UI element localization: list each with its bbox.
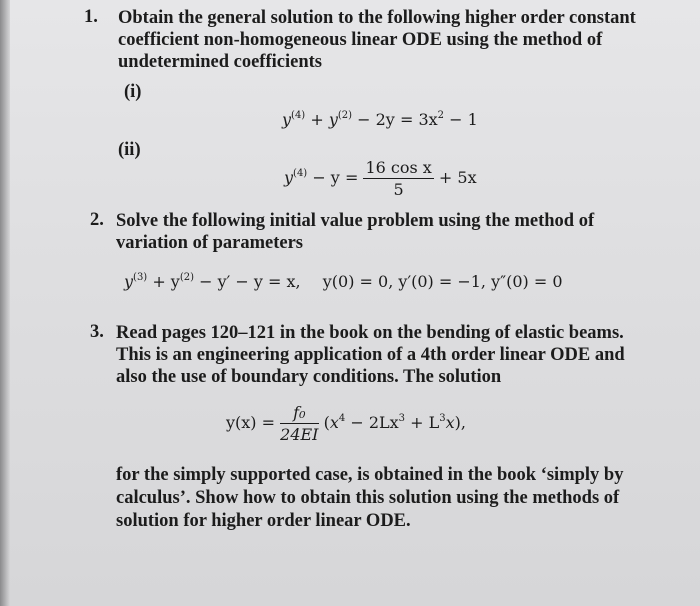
problem-1-number: 1.: [84, 7, 98, 27]
problem-1-line-3: undetermined coefficients: [118, 52, 322, 72]
problem-3-after-line-2: calculus’. Show how to obtain this solution using the methods of: [116, 488, 620, 508]
problem-3-line-3: also the use of boundary conditions. The solution: [116, 367, 502, 387]
problem-1-line-2: coefficient non-homogeneous linear ODE using the method of: [118, 30, 603, 50]
problem-1-line-1: Obtain the general solution to the following higher order constant: [118, 8, 636, 28]
problem-3-line-1: Read pages 120–121 in the book on the bending of elastic beams.: [116, 323, 624, 343]
problem-2-line-1: Solve the following initial value problem using the method of: [116, 211, 595, 231]
fraction-16cos-over-5: $\frac{\text{16 cos x}}{5}$: [365, 158, 432, 199]
part-ii-label: (ii): [118, 140, 141, 160]
equation-1-ii: $y^{(4)} - y$ = $\frac{\text{16 cos x}}{5}$ + 5x: [284, 158, 477, 199]
fraction-f0-over-24EI: $\frac{\text{f₀}}{24EI}$: [280, 403, 319, 444]
part-i-label: (i): [124, 82, 142, 102]
equation-3-beam-deflection: y(x) = $\frac{\text{f₀}}{24EI}$ $(x^4 - 2Lx^3 + L^3x)$,: [226, 403, 466, 444]
problem-3-after-line-1: for the simply supported case, is obtained in the book ‘simply by: [116, 465, 624, 485]
problem-2-line-2: variation of parameters: [116, 233, 304, 253]
page-edge-shadow: [0, 0, 10, 606]
problem-2-number: 2.: [90, 210, 104, 230]
equation-2: $y^{(3)} + y^{(2)} - y' - y = x$, y(0) = 0, y′(0) = −1, y″(0) = 0: [124, 272, 563, 291]
equation-1-i: $y^{(4)} + y^{(2)} - 2y = 3x^2 - 1$: [282, 110, 478, 129]
problem-3-line-2: This is an engineering application of a 4th order linear ODE and: [116, 345, 625, 365]
problem-3-after-line-3: solution for higher order linear ODE.: [116, 511, 411, 531]
problem-3-number: 3.: [90, 322, 104, 342]
